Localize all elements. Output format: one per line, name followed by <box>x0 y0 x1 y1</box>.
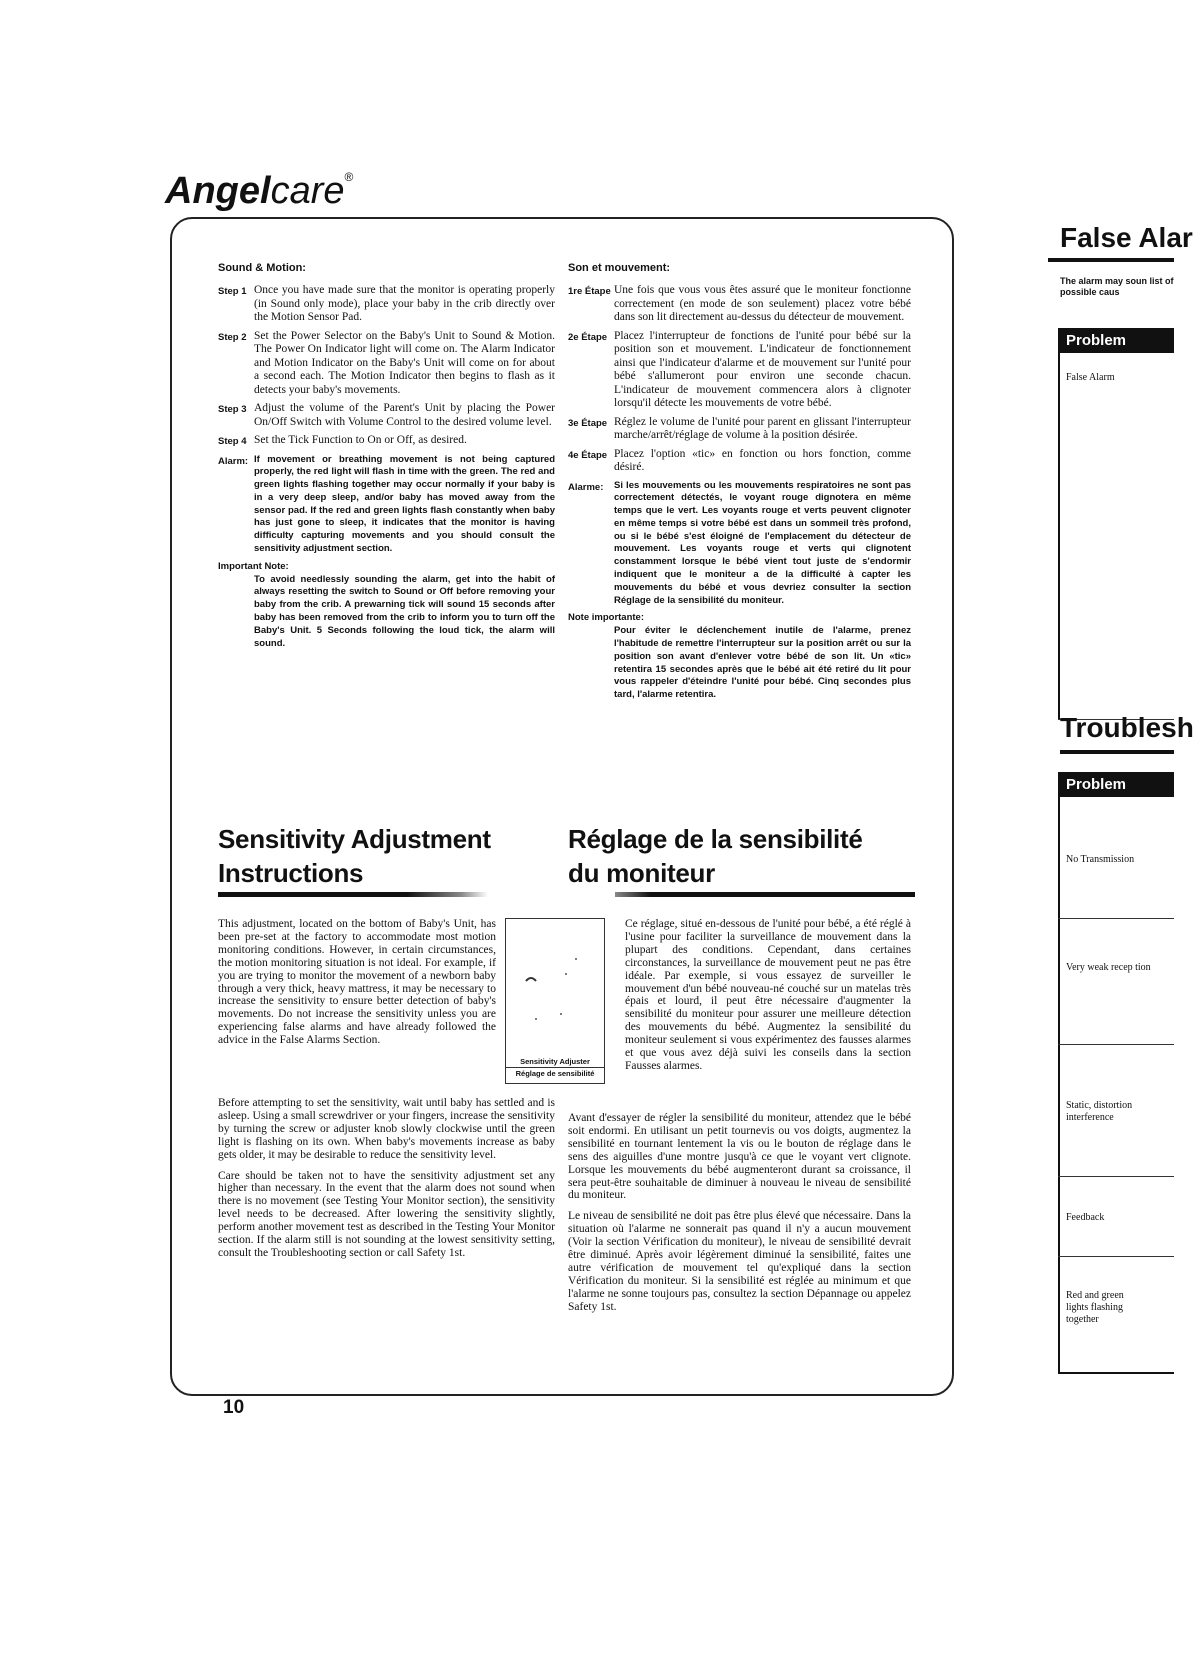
side-rule-2 <box>1060 750 1174 754</box>
figure-caption <box>506 1056 604 1079</box>
brand-logo: Angelcare® <box>165 170 354 212</box>
alarm-note: Alarm: If movement or breathing movement is not being captured properly, the red light will flash in time with the green. The red and green lights flashing together may occur normally if your baby is in a very deep sleep, and/or baby has moved away from the sensor pad. If the red and green lights flash constantly when baby has just gone to sleep, it indicates that the monitor is having difficulty capturing movements and you should consult the sensitivity adjustment section. <box>218 453 555 555</box>
page-number: 10 <box>223 1397 245 1418</box>
adjuster-illustration <box>506 919 604 1049</box>
etape-4: 4e Étape Placez l'option «tic» en fonction ou hors fonction, comme désiré. <box>568 447 911 473</box>
sound-motion-en <box>218 262 555 650</box>
sensitivity-p3-en: Care should be taken not to have the sensitivity adjustment set any higher than necessary. In the event that the alarm does not sound when there is no movement (see Testing Your Monitor section), the sensitivity level needs to be decreased. After lowering the sensitivity slightly, perform another movement test as described in the Testing Your Monitor section. If the alarm still is not sounding at the lowest sensitivity setting, consult the Troubleshooting section or call Safety 1st. <box>218 1169 555 1259</box>
side-item-static: Static, distortion interference <box>1066 1100 1133 1123</box>
important-note-text: To avoid needlessly sounding the alarm, get into the habit of always resetting the switch to Sound or Off before removing your baby from the crib. A prewarning tick will sound 15 seconds after baby has been removed from the crib to inform you to turn off the Baby's Unit. 5 Seconds following the loud tick, the alarm will sound. <box>254 573 555 649</box>
title-rule-fr <box>615 892 915 897</box>
side-vline-2 <box>1058 772 1060 1374</box>
important-note-label: Important Note: <box>218 560 289 572</box>
section-title-fr: Son et mouvement: <box>568 262 671 274</box>
step-4: Step 4 Set the Tick Function to On or Off, as desired. <box>218 434 467 447</box>
etape-3: 3e Étape Réglez le volume de l'unité pour parent en glissant l'interrupteur marche/arrêt/réglage de volume à la position désirée. <box>568 415 911 441</box>
step-2: Step 2 Set the Power Selector on the Baby's Unit to Sound & Motion. The Power On Indicator light will come on. The Alarm Indicator and Motion Indicator on the Baby's Unit will come on for about a second each. The Motion Indicator then begins to flash as it detects your baby's movements. <box>218 329 555 396</box>
etape-1: 1re Étape Une fois que vous vous êtes assuré que le moniteur fonctionne correctement (en mode de son seulement) placez votre bébé dans son lit directement au-dessus du détecteur de mouvement. <box>568 284 911 323</box>
problem-header-1: Problem <box>1060 328 1174 353</box>
sensitivity-p1-en: This adjustment, located on the bottom of Baby's Unit, has been pre-set at the factory to accommodate most motion monitoring conditions. However, in certain circumstances, the motion monitoring situation is not ideal. For example, if you are trying to monitor the movement of a newborn baby through a very thick, heavy mattress, it may be necessary to increase the sensitivity to ensure better detection of baby's movements. Do not increase the sensitivity unless you are experiencing false alarms and have already followed the advice in the False Alarms Section. <box>218 918 496 1047</box>
caption-fr: Réglage de sensibilité <box>506 1067 604 1079</box>
sensitivity-body-fr <box>568 1112 911 1322</box>
sensitivity-p1-fr: Ce réglage, situé en-dessous de l'unité pour bébé, a été réglé à l'usine pour faciliter la surveillance de mouvement dans la plupart des conditions. Cependant, dans certaines circonstances, la surveillance de mouvement peut ne pas être idéale. Par exemple, si vous essayez de surveiller le mouvement d'un bébé nouveau-né couché sur un matelas très épais et lourd, il peut être nécessaire d'augmenter la sensibilité du moniteur pour assurer une meilleure détection des mouvements du bébé. Augmentez la sensibilité du moniteur seulement si vous expérimentez des fausses alarmes et que vous avez déjà suivi les conseils dans la section Fausses alarmes. <box>625 918 911 1072</box>
false-alarms-intro: The alarm may soun list of possible caus <box>1060 276 1174 297</box>
sensitivity-title-fr: Réglage de la sensibilité du moniteur <box>568 824 863 888</box>
side-rule-1 <box>1048 258 1174 262</box>
side-item-no-transmission: No Transmission <box>1066 854 1135 865</box>
side-item-weak-reception: Very weak recep tion <box>1066 962 1151 973</box>
note-importante-text: Pour éviter le déclenchement inutile de l'alarme, prenez l'habitude de remettre l'interrupteur sur la position arrêt ou sur la position son avant d'enlever votre bébé de son lit. Un «tic» retentira 15 secondes après que le bébé ait été retiré du lit pour vous rappeler d'éteindre l'unité pour bébé. Cinq secondes plus tard, l'alarme retentira. <box>614 625 911 701</box>
note-importante-label: Note importante: <box>568 612 644 624</box>
step-1: Step 1 Once you have made sure that the monitor is operating properly (in Sound only mode), place your baby in the crib directly over the Motion Sensor Pad. <box>218 284 555 323</box>
side-hline-4 <box>1058 1176 1174 1177</box>
side-item-false-alarm: False Alarm <box>1066 372 1115 383</box>
side-hline-5 <box>1058 1256 1174 1257</box>
sensitivity-p3-fr: Le niveau de sensibilité ne doit pas être plus élevé que nécessaire. Dans la situation où l'alarme ne sonnerait pas quand il n'y a aucun mouvement (Voir la section Vérification du moniteur), le niveau de sensibilité devrait être diminué. Après avoir légèrement diminué la sensibilité, faites une autre vérification de mouvement tel qu'expliqué dans la section Vérification du moniteur. Si la sensibilité est réglée au minimum et que l'alarme ne sonne toujours pas, consultez la section Dépannage ou appelez Safety 1st. <box>568 1210 911 1313</box>
false-alarms-title: False Alar <box>1060 222 1193 253</box>
problem-header-2: Problem <box>1060 772 1174 797</box>
sensitivity-p2-fr: Avant d'essayer de régler la sensibilité du moniteur, attendez que le bébé soit endormi. En utilisant un petit tournevis ou vos doigts, augmentez la sensibilité en tournant lentement la vis ou le bouton de réglage dans le sens des aiguilles d'une montre jusqu'à ce que le voyant vert clignote. Lorsque les mouvements du bébé augmenteront durant sa croissance, il sera peut-être souhaitable de diminuer à nouveau le niveau de sensibilité du moniteur. <box>568 1112 911 1202</box>
side-hline-2 <box>1058 918 1174 919</box>
side-hline-6 <box>1058 1372 1174 1374</box>
sensitivity-p2-en: Before attempting to set the sensitivity, wait until baby has settled and is asleep. Using a small screwdriver or your fingers, increase the sensitivity by turning the screw or adjuster knob slowly clockwise until the green light is flashing on its own. When baby's movements increase as baby gets older, it may be desirable to reduce the sensitivity level. <box>218 1097 555 1161</box>
alarme-note: Alarme: Si les mouvements ou les mouvements respiratoires ne sont pas correctement détectés, le voyant rouge dignotera en même temps que le vert. Les voyants rouge et verts peuvent clignoter en même temps si votre bébé est dans un sommeil très profond, ou si le bébé s'est éloigné de l'emplacement du détecteur de mouvement. Les voyants rouge et verts qui clignotent constamment lorsque le bébé vient tout juste de s'endormir indiquent que le moniteur a de la difficulté à capter les mouvements du bébé et vous devriez consulter la section Réglage de la sensibilité du moniteur. <box>568 479 911 606</box>
side-item-feedback: Feedback <box>1066 1212 1105 1223</box>
sensitivity-adjuster-figure <box>505 918 605 1084</box>
caption-en: Sensitivity Adjuster <box>520 1057 590 1066</box>
etape-2: 2e Étape Placez l'interrupteur de fonctions de l'unité pour bébé sur la position son et mouvement. L'indicateur de fonctionnement ainsi que l'indicateur d'alarme et de mouvement sur l'unité pour bébé s'allumeront pour environ une seconde chacun. L'indicateur de mouvement commencera alors à clignoter lorsqu'il détecte les mouvements de votre bébé. <box>568 329 911 409</box>
troubleshooting-title: Troublesh <box>1060 712 1194 743</box>
side-vline-1 <box>1058 328 1060 720</box>
section-title: Sound & Motion: <box>218 262 306 274</box>
side-hline-3 <box>1058 1044 1174 1045</box>
sensitivity-title-en: Sensitivity Adjustment Instructions <box>218 824 491 888</box>
sound-motion-fr <box>568 262 911 702</box>
step-3: Step 3 Adjust the volume of the Parent's Unit by placing the Power On/Off Switch with Volume Control to the desired volume level. <box>218 402 555 428</box>
sensitivity-body-en <box>218 1097 555 1268</box>
side-item-red-green: Red and green lights flashing together <box>1066 1290 1124 1325</box>
title-rule-en <box>218 892 488 897</box>
